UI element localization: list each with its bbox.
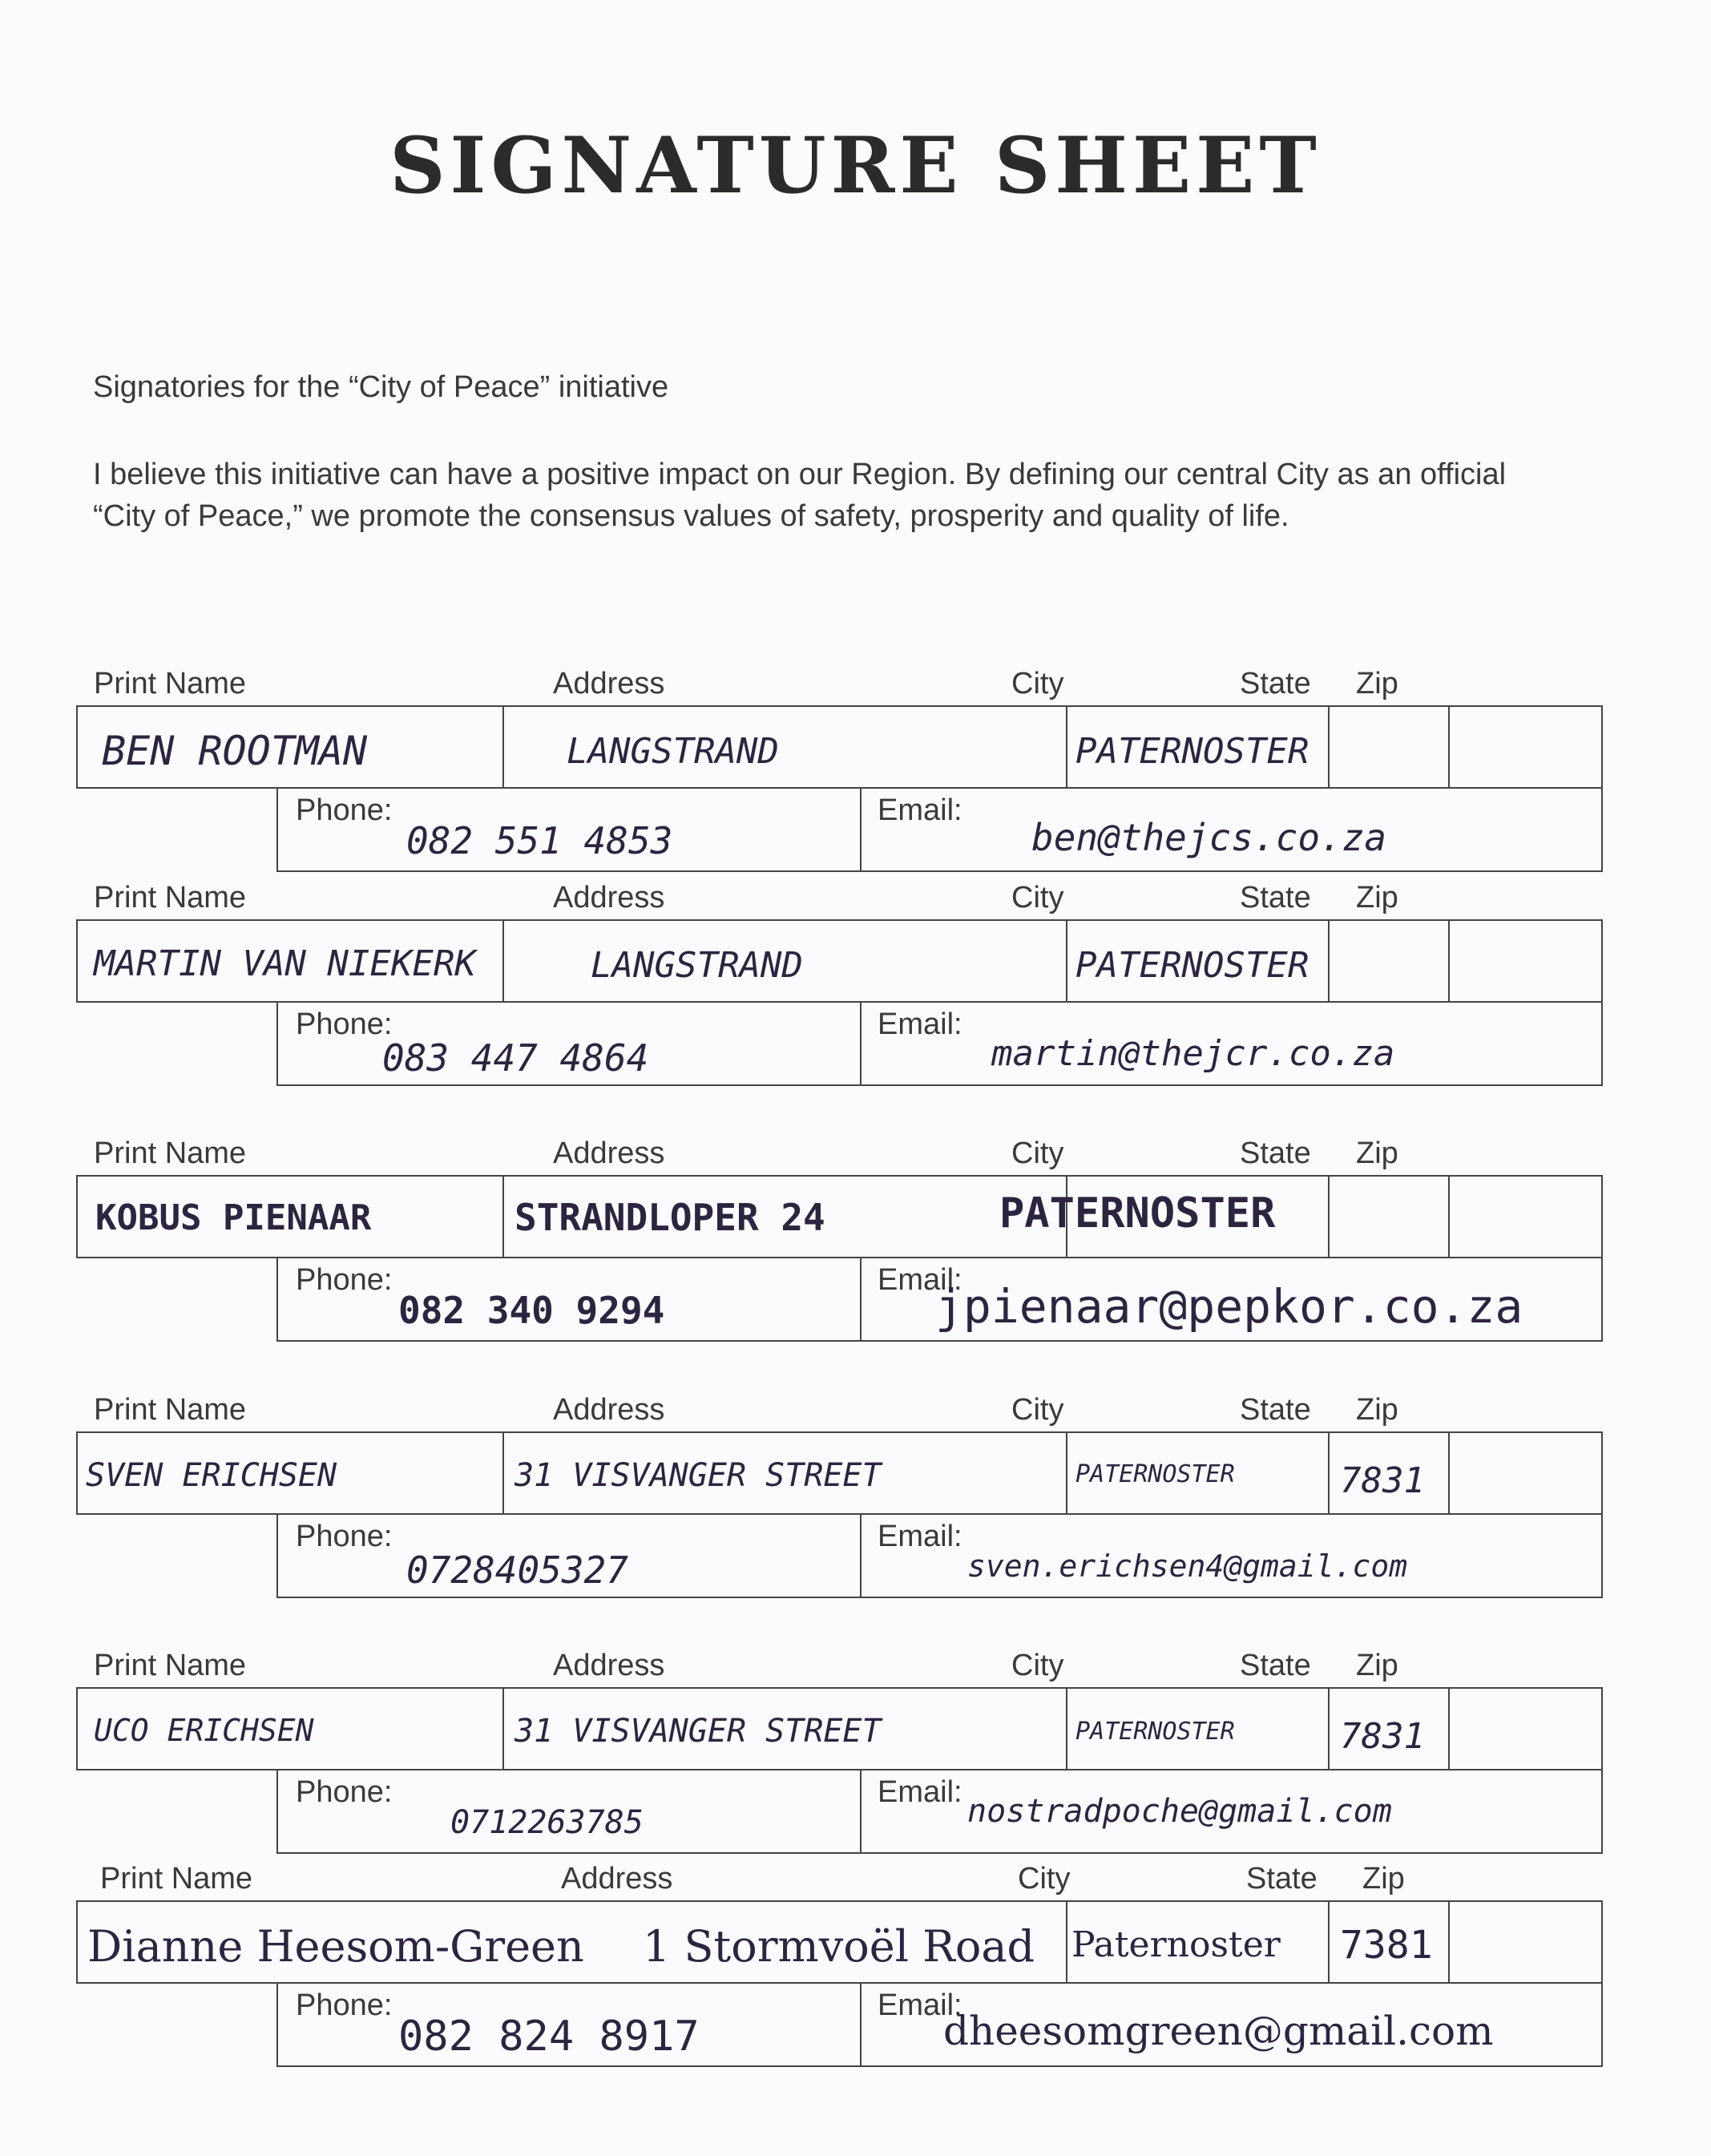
- address-field[interactable]: 31 VISVANGER STREET: [515, 1713, 882, 1750]
- name-address-row: [76, 705, 1603, 789]
- city-label: City: [1011, 881, 1064, 914]
- name-address-row: [76, 1687, 1603, 1770]
- phone-label: Phone:: [296, 1520, 393, 1553]
- name-field[interactable]: Dianne Heesom-Green: [87, 1921, 584, 1972]
- phone-field[interactable]: 0712263785: [450, 1804, 644, 1841]
- email-label: Email:: [878, 1988, 962, 2022]
- phone-email-row: [276, 1001, 1603, 1086]
- city-label: City: [1011, 1393, 1064, 1427]
- zip-label: Zip: [1356, 1393, 1398, 1427]
- address-field[interactable]: LANGSTRAND: [567, 731, 779, 772]
- email-field[interactable]: nostradpoche@gmail.com: [967, 1793, 1392, 1830]
- phone-label: Phone:: [296, 1007, 393, 1041]
- phone-email-row: [276, 1982, 1603, 2067]
- city-field[interactable]: PATERNOSTER: [1075, 945, 1309, 986]
- zip-label: Zip: [1356, 881, 1398, 914]
- address-label: Address: [553, 1393, 665, 1427]
- name-address-row: [76, 1900, 1603, 1984]
- address-label: Address: [553, 881, 665, 914]
- address-label: Address: [553, 1137, 665, 1170]
- email-field[interactable]: ben@thejcs.co.za: [1031, 816, 1387, 859]
- phone-field[interactable]: 083 447 4864: [382, 1036, 649, 1080]
- page-title: SIGNATURE SHEET: [389, 120, 1322, 211]
- signatory-entry: [76, 1862, 1603, 2066]
- phone-label: Phone:: [296, 1263, 393, 1297]
- city-field[interactable]: PATERNOSTER: [1075, 1460, 1235, 1488]
- print-name-label: Print Name: [94, 1649, 247, 1682]
- email-label: Email:: [878, 1520, 962, 1553]
- name-field[interactable]: KOBUS PIENAAR: [95, 1197, 372, 1238]
- email-label: Email:: [878, 793, 962, 827]
- email-field[interactable]: martin@thejcr.co.za: [991, 1033, 1395, 1074]
- signatory-entry: [76, 881, 1603, 1085]
- address-label: Address: [553, 1649, 665, 1682]
- name-field[interactable]: BEN ROOTMAN: [102, 728, 368, 774]
- zip-label: Zip: [1356, 1137, 1398, 1170]
- phone-email-row: [276, 1257, 1603, 1342]
- city-label: City: [1011, 1137, 1064, 1170]
- intro-text: Signatories for the “City of Peace” initiative: [93, 370, 669, 404]
- state-label: State: [1240, 1137, 1311, 1170]
- city-field[interactable]: Paternoster: [1071, 1924, 1281, 1965]
- email-label: Email:: [878, 1263, 962, 1297]
- state-label: State: [1240, 881, 1311, 914]
- email-field[interactable]: jpienaar@pepkor.co.za: [935, 1279, 1523, 1334]
- phone-field[interactable]: 082 824 8917: [398, 2013, 700, 2061]
- address-field[interactable]: LANGSTRAND: [591, 945, 803, 986]
- email-label: Email:: [878, 1775, 962, 1809]
- state-label: State: [1240, 667, 1311, 700]
- state-label: State: [1240, 1649, 1311, 1682]
- print-name-label: Print Name: [100, 1862, 253, 1896]
- phone-label: Phone:: [296, 793, 393, 827]
- city-label: City: [1011, 667, 1064, 700]
- phone-label: Phone:: [296, 1775, 393, 1809]
- state-field[interactable]: 7831: [1340, 1716, 1425, 1757]
- phone-email-row: [276, 1769, 1603, 1854]
- phone-label: Phone:: [296, 1988, 393, 2022]
- phone-email-row: [276, 1513, 1603, 1598]
- state-field[interactable]: 7381: [1340, 1923, 1433, 1968]
- email-label: Email:: [878, 1007, 962, 1041]
- city-field[interactable]: PATERNOSTER: [1075, 731, 1309, 772]
- name-address-row: [76, 1431, 1603, 1515]
- city-label: City: [1011, 1649, 1064, 1682]
- name-address-row: [76, 1175, 1603, 1258]
- address-label: Address: [553, 667, 665, 700]
- address-field[interactable]: 31 VISVANGER STREET: [515, 1457, 882, 1494]
- print-name-label: Print Name: [94, 667, 247, 700]
- print-name-label: Print Name: [94, 881, 247, 914]
- city-label: City: [1018, 1862, 1071, 1896]
- zip-label: Zip: [1356, 1649, 1398, 1682]
- print-name-label: Print Name: [94, 1393, 247, 1427]
- name-field[interactable]: MARTIN VAN NIEKERK: [94, 943, 476, 984]
- address-field[interactable]: STRANDLOPER 24: [515, 1196, 825, 1239]
- signatory-entry: [76, 1137, 1603, 1341]
- phone-email-row: [276, 787, 1603, 872]
- phone-field[interactable]: 082 551 4853: [406, 819, 673, 862]
- zip-label: Zip: [1362, 1862, 1405, 1896]
- email-field[interactable]: dheesomgreen@gmail.com: [943, 2008, 1494, 2054]
- phone-field[interactable]: 082 340 9294: [398, 1289, 665, 1332]
- signatory-entry: [76, 1393, 1603, 1597]
- name-field[interactable]: UCO ERICHSEN: [94, 1713, 314, 1748]
- zip-label: Zip: [1356, 667, 1398, 700]
- state-label: State: [1240, 1393, 1311, 1427]
- name-field[interactable]: SVEN ERICHSEN: [86, 1457, 337, 1494]
- address-label: Address: [561, 1862, 673, 1896]
- phone-field[interactable]: 0728405327: [406, 1548, 628, 1592]
- name-address-row: [76, 919, 1603, 1003]
- city-field[interactable]: PATERNOSTER: [999, 1189, 1276, 1237]
- address-field[interactable]: 1 Stormvoël Road: [643, 1921, 1035, 1972]
- city-field[interactable]: PATERNOSTER: [1075, 1718, 1235, 1746]
- statement-paragraph: I believe this initiative can have a positive impact on our Region. By defining our central City as an official “City of Peace,” we promote the consensus values of safety, prosperity and quality of life.: [93, 458, 1507, 533]
- print-name-label: Print Name: [94, 1137, 247, 1170]
- state-field[interactable]: 7831: [1340, 1460, 1425, 1501]
- signatory-entry: [76, 1649, 1603, 1853]
- state-label: State: [1246, 1862, 1318, 1896]
- email-field[interactable]: sven.erichsen4@gmail.com: [967, 1548, 1408, 1584]
- signatory-entry: [76, 667, 1603, 871]
